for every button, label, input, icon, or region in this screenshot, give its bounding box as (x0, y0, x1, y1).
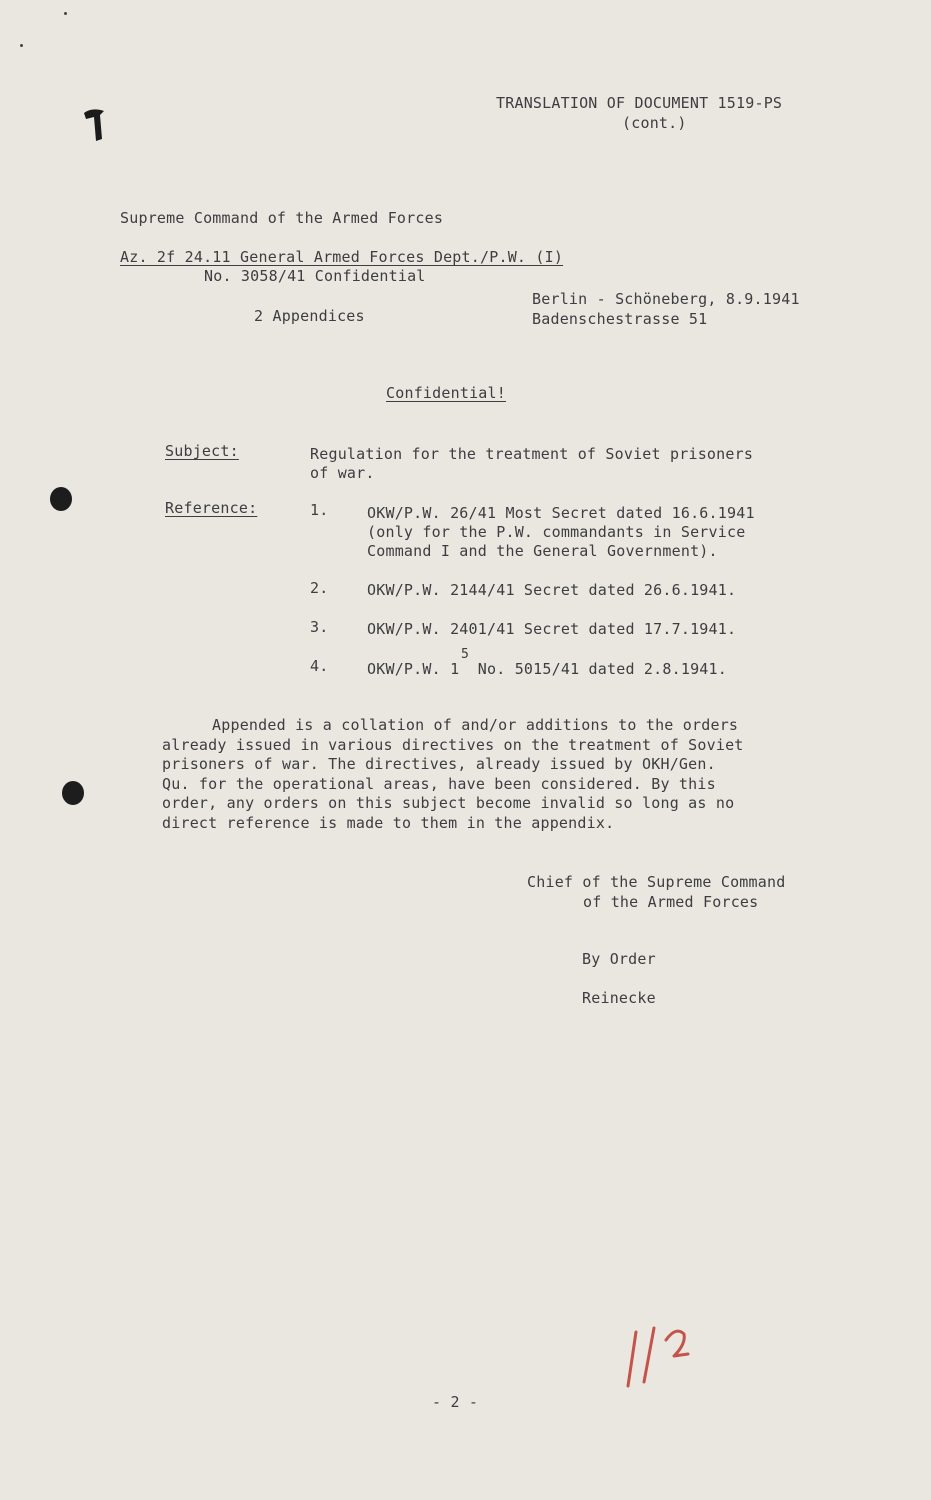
page-number: - 2 - (432, 1393, 479, 1411)
subject-text: Regulation for the treatment of Soviet prisoners (310, 445, 754, 463)
file-reference: Az. 2f 24.11 General Armed Forces Dept./P.W. (I) (120, 248, 564, 266)
reference-number: 2. (310, 579, 329, 597)
subject-text: of war. (310, 464, 375, 482)
body-line: Qu. for the operational areas, have been considered. By this (162, 775, 716, 793)
reference-text: OKW/P.W. 2401/41 Secret dated 17.7.1941. (367, 620, 737, 638)
speck-mark (20, 44, 23, 47)
reference-text: (only for the P.W. commandants in Service (367, 523, 746, 541)
clip-mark-icon (82, 105, 110, 145)
handwritten-page-number (622, 1318, 702, 1398)
body-line: already issued in various directives on the treatment of Soviet (162, 736, 744, 754)
signatory-name: Reinecke (582, 989, 656, 1007)
reference-text: OKW/P.W. 1 No. 5015/41 dated 2.8.1941. (367, 660, 727, 678)
reference-text: OKW/P.W. 26/41 Most Secret dated 16.6.1941 (367, 504, 755, 522)
file-number: No. 3058/41 Confidential (204, 267, 426, 285)
speck-mark (64, 12, 67, 15)
reference-number: 1. (310, 501, 329, 519)
sender-org: Supreme Command of the Armed Forces (120, 209, 444, 227)
classification: Confidential! (386, 384, 506, 402)
signature-title: of the Armed Forces (583, 893, 759, 911)
reference-number: 3. (310, 618, 329, 636)
street-address: Badenschestrasse 51 (532, 310, 708, 328)
document-title-cont: (cont.) (622, 114, 687, 132)
body-line: Appended is a collation of and/or additions to the orders (212, 716, 739, 734)
body-line: direct reference is made to them in the appendix. (162, 814, 615, 832)
place-date: Berlin - Schöneberg, 8.9.1941 (532, 290, 800, 308)
body-line: order, any orders on this subject become invalid so long as no (162, 794, 735, 812)
document-title: TRANSLATION OF DOCUMENT 1519-PS (496, 94, 783, 112)
subject-label: Subject: (165, 442, 239, 460)
reference-label: Reference: (165, 499, 258, 517)
punch-hole (50, 487, 72, 511)
body-line: prisoners of war. The directives, already issued by OKH/Gen. (162, 755, 716, 773)
reference-superscript: 5 (461, 647, 469, 662)
by-order: By Order (582, 950, 656, 968)
reference-text: Command I and the General Government). (367, 542, 718, 560)
reference-number: 4. (310, 657, 329, 675)
appendices-count: 2 Appendices (254, 307, 365, 325)
signature-title: Chief of the Supreme Command (527, 873, 786, 891)
reference-text: OKW/P.W. 2144/41 Secret dated 26.6.1941. (367, 581, 737, 599)
punch-hole (62, 781, 84, 805)
